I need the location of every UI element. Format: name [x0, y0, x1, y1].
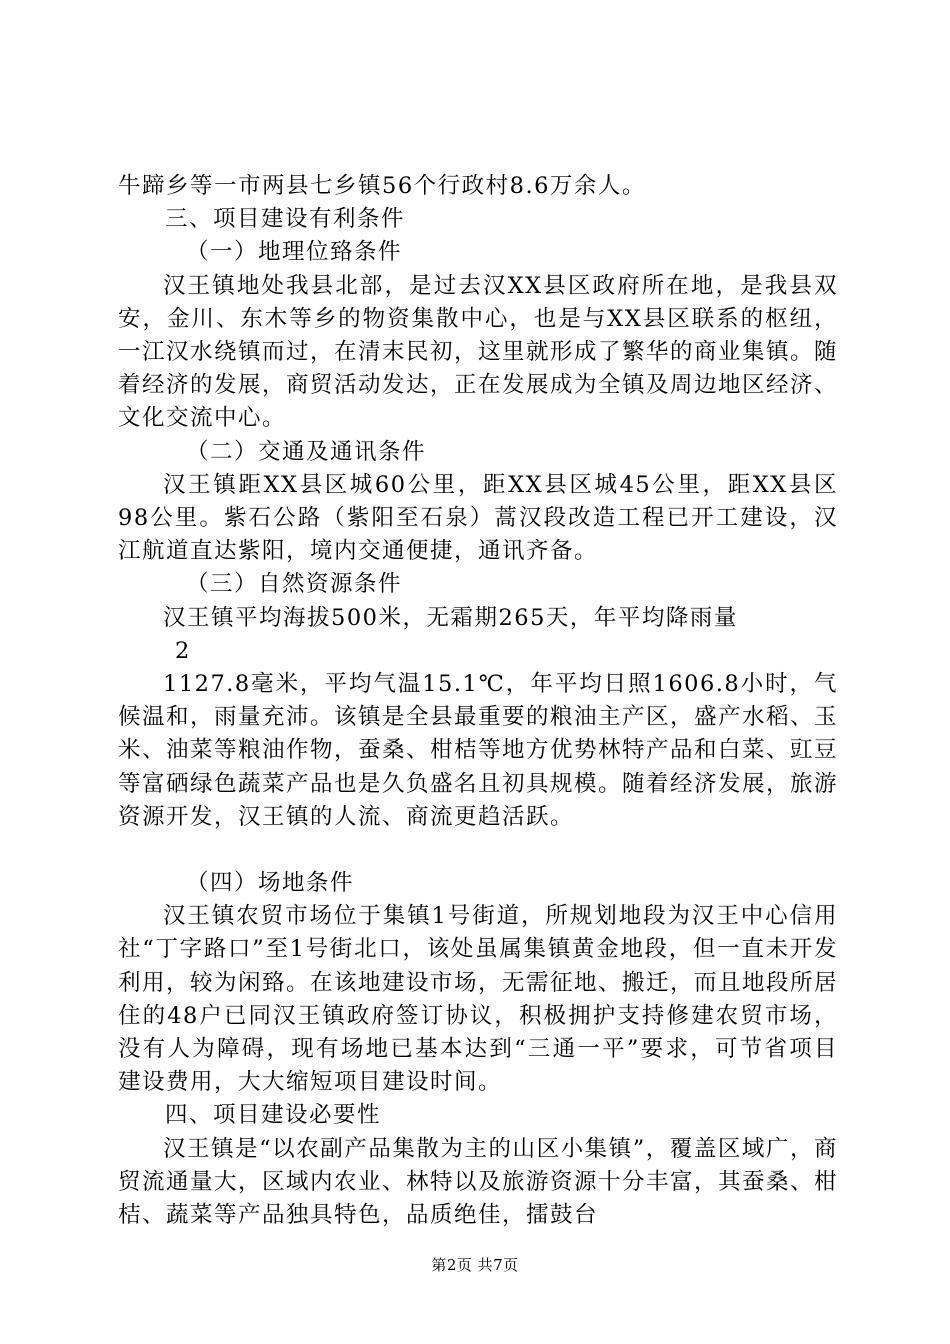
paragraph-natural-resources-start: 汉王镇平均海拔500米，无霜期265天，年平均降雨量 — [163, 604, 738, 631]
subheading-transport: （二）交通及通讯条件 — [186, 438, 427, 465]
heading-necessity: 四、项目建设必要性 — [165, 1102, 382, 1129]
subheading-natural-resources: （三）自然资源条件 — [186, 571, 403, 598]
page-break-number: 2 — [175, 637, 191, 664]
paragraph-gap — [118, 834, 838, 867]
heading-favorable-conditions: 三、项目建设有利条件 — [165, 206, 406, 233]
paragraph-transport: 汉王镇距XX县区城60公里，距XX县区城45公里，距XX县区98公里。紫石公路（紫阳至石泉）蒿汉段改造工程已开工建设，汉江航道直达紫阳，境内交通便捷，通讯齐备。 — [118, 471, 838, 565]
paragraph-geography: 汉王镇地处我县北部，是过去汉XX县区政府所在地，是我县双安，金川、东木等乡的物资集散中心，也是与XX县区联系的枢纽，一江汉水绕镇而过，在清末民初，这里就形成了繁华的商业集镇。随着经济的发展，商贸活动发达，正在发展成为全镇及周边地区经济、文化交流中心。 — [118, 272, 839, 432]
subheading-site: （四）场地条件 — [186, 870, 355, 897]
subheading-geography: （一）地理位臵条件 — [186, 239, 403, 266]
paragraph-natural-resources: 1127.8毫米，平均气温15.1℃，年平均日照1606.8小时，气候温和，雨量充沛。该镇是全县最重要的粮油主产区，盛产水稻、玉米、油菜等粮油作物，蚕桑、柑桔等地方优势林特产品和白菜、豇豆等富硒绿色蔬菜产品也是久负盛名且初具规模。随着经济发展，旅游资源开发，汉王镇的人流、商流更趋活跃。 — [118, 671, 839, 830]
paragraph-population: 牛蹄乡等一市两县七乡镇56个行政村8.6万余人。 — [118, 173, 646, 199]
paragraph-necessity: 汉王镇是“以农副产品集散为主的山区小集镇”，覆盖区域广，商贸流通量大，区域内农业、林特以及旅游资源十分丰富，其蚕桑、柑桔、蔬菜等产品独具特色，品质绝佳，擂鼓台 — [118, 1135, 839, 1229]
paragraph-site: 汉王镇农贸市场位于集镇1号街道，所规划地段为汉王中心信用社“丁字路口”至1号街北口，该处虽属集镇黄金地段，但一直未开发利用，较为闲臵。在该地建设市场，无需征地、搬迁，而且地段所居住的48户已同汉王镇政府签订协议，积极拥护支持修建农贸市场，没有人为障碍，现有场地已基本达到“三通一平”要求，可节省项目建设费用，大大缩短项目建设时间。 — [118, 903, 839, 1096]
page-footer: 第2页 共7页 — [431, 1256, 519, 1274]
document-body — [118, 170, 838, 1232]
